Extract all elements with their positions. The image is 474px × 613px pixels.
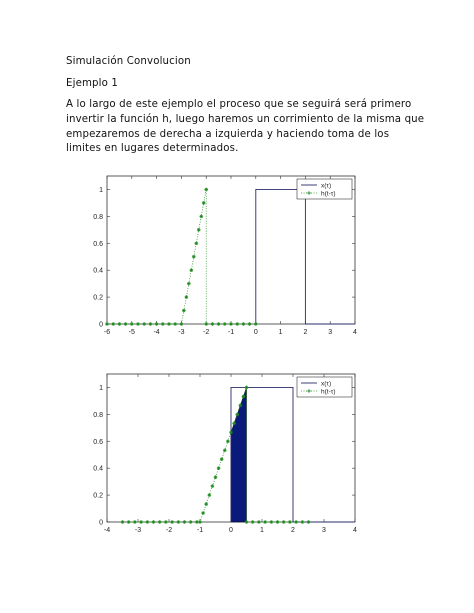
h-point-marker — [294, 520, 298, 524]
y-tick-label: 1 — [99, 384, 103, 392]
h-point-marker — [307, 520, 311, 524]
y-tick-label: 1 — [99, 186, 103, 194]
x-tick-label: -3 — [178, 329, 185, 336]
legend-label-x: x(τ) — [321, 182, 332, 190]
h-point-marker — [198, 520, 202, 524]
h-point-marker — [146, 520, 150, 524]
h-point-marker — [111, 322, 115, 326]
h-point-marker — [288, 520, 292, 524]
x-tick-label: 4 — [353, 329, 357, 336]
h-point-marker — [133, 520, 137, 524]
x-tick-label: 2 — [303, 329, 308, 336]
h-point-marker — [192, 255, 196, 259]
h-point-marker — [223, 322, 227, 326]
y-tick-label: 0.2 — [93, 492, 103, 500]
y-tick-label: 0 — [99, 519, 103, 527]
h-point-marker — [301, 520, 305, 524]
h-point-marker — [226, 439, 230, 443]
h-point-marker — [245, 520, 249, 524]
h-point-marker — [118, 322, 122, 326]
h-point-marker — [161, 322, 165, 326]
h-point-marker — [124, 322, 128, 326]
h-point-marker — [130, 322, 134, 326]
h-point-marker — [164, 520, 168, 524]
x-tick-label: 0 — [253, 329, 258, 336]
h-point-marker — [220, 457, 224, 461]
x-tick-label: -1 — [196, 527, 204, 534]
h-point-marker — [217, 466, 221, 470]
h-point-marker — [204, 188, 208, 192]
h-point-marker — [177, 520, 181, 524]
h-point-marker — [211, 322, 215, 326]
h-point-marker — [242, 395, 246, 399]
h-point-marker — [201, 511, 205, 515]
y-tick-label: 0.8 — [93, 213, 103, 221]
h-point-marker — [158, 520, 162, 524]
h-point-marker — [142, 322, 146, 326]
h-point-marker — [155, 322, 159, 326]
body-paragraph: A lo largo de este ejemplo el proceso que se seguirá será primero invertir la función h, luego haremos un corrimiento de la misma que empezaremos de derecha a izquierda y haciendo toma de los limites en lugares determinados. — [66, 99, 425, 155]
h-point-marker — [194, 241, 198, 245]
h-point-marker — [282, 520, 286, 524]
h-point-marker — [149, 322, 153, 326]
h-point-marker — [199, 215, 203, 219]
h-point-marker — [235, 413, 239, 417]
h-point-marker — [139, 520, 143, 524]
h-point-marker — [136, 322, 140, 326]
h-point-marker — [195, 520, 199, 524]
h-point-marker — [189, 520, 193, 524]
document-title: Simulación Convolucion — [66, 56, 191, 67]
h-point-marker — [211, 484, 215, 488]
legend-label-x: x(τ) — [321, 380, 332, 388]
h-point-marker — [197, 228, 201, 232]
x-tick-label: -3 — [134, 527, 142, 534]
h-point-marker — [217, 322, 221, 326]
h-point-marker — [152, 520, 156, 524]
x-tick-label: -4 — [153, 329, 160, 336]
h-point-marker — [229, 430, 233, 434]
h-point-marker — [180, 322, 184, 326]
h-point-marker — [127, 520, 131, 524]
x-tick-label: 1 — [260, 527, 264, 534]
h-point-marker — [190, 268, 194, 272]
h-point-marker — [229, 322, 233, 326]
x-tick-label: -2 — [165, 527, 173, 534]
h-point-marker — [214, 475, 218, 479]
convolution-plot-2 — [85, 366, 385, 548]
y-tick-label: 0.6 — [93, 240, 103, 248]
h-point-marker — [170, 520, 174, 524]
h-point-marker — [248, 322, 252, 326]
x-tick-label: 3 — [328, 329, 333, 336]
h-point-marker — [185, 295, 189, 299]
x-tick-label: 3 — [322, 527, 326, 534]
plot-2-svg — [85, 366, 385, 548]
h-point-marker — [251, 520, 255, 524]
legend-label-h: h(t-τ) — [321, 388, 336, 396]
plot-1-svg — [85, 168, 385, 350]
y-tick-label: 0.8 — [93, 411, 103, 419]
h-point-marker — [204, 502, 208, 506]
h-point-marker — [257, 520, 261, 524]
x-tick-label: -4 — [103, 527, 111, 534]
h-point-marker — [121, 520, 125, 524]
h-point-marker — [167, 322, 171, 326]
y-tick-label: 0.6 — [93, 438, 103, 446]
h-point-marker — [232, 422, 236, 426]
y-tick-label: 0.4 — [93, 267, 103, 275]
x-tick-label: 0 — [229, 527, 233, 534]
h-point-marker — [245, 386, 249, 390]
y-tick-label: 0 — [99, 321, 103, 329]
x-tick-label: -1 — [227, 329, 235, 336]
h-point-marker — [263, 520, 267, 524]
legend-label-h: h(t-τ) — [321, 190, 336, 198]
h-point-marker — [204, 322, 208, 326]
h-point-marker — [242, 322, 246, 326]
x-tick-label: -2 — [203, 329, 210, 336]
h-point-marker — [208, 493, 212, 497]
h-point-marker — [173, 322, 177, 326]
x-tick-label: 2 — [291, 527, 295, 534]
h-point-marker — [235, 322, 239, 326]
h-point-marker — [105, 322, 109, 326]
h-point-marker — [254, 322, 258, 326]
h-point-marker — [182, 309, 186, 313]
x-tick-label: 4 — [353, 527, 357, 534]
y-tick-label: 0.2 — [93, 294, 103, 302]
h-point-marker — [223, 448, 227, 452]
h-point-marker — [183, 520, 187, 524]
x-tick-label: -6 — [103, 329, 111, 336]
h-point-marker — [187, 282, 191, 286]
x-tick-label: 1 — [278, 329, 283, 336]
h-point-marker — [276, 520, 280, 524]
convolution-plot-1 — [85, 168, 385, 350]
h-point-marker — [270, 520, 274, 524]
x-tick-label: -5 — [128, 329, 135, 336]
h-point-marker — [239, 404, 243, 408]
example-heading: Ejemplo 1 — [66, 78, 119, 89]
h-point-marker — [202, 201, 206, 205]
y-tick-label: 0.4 — [93, 465, 103, 473]
